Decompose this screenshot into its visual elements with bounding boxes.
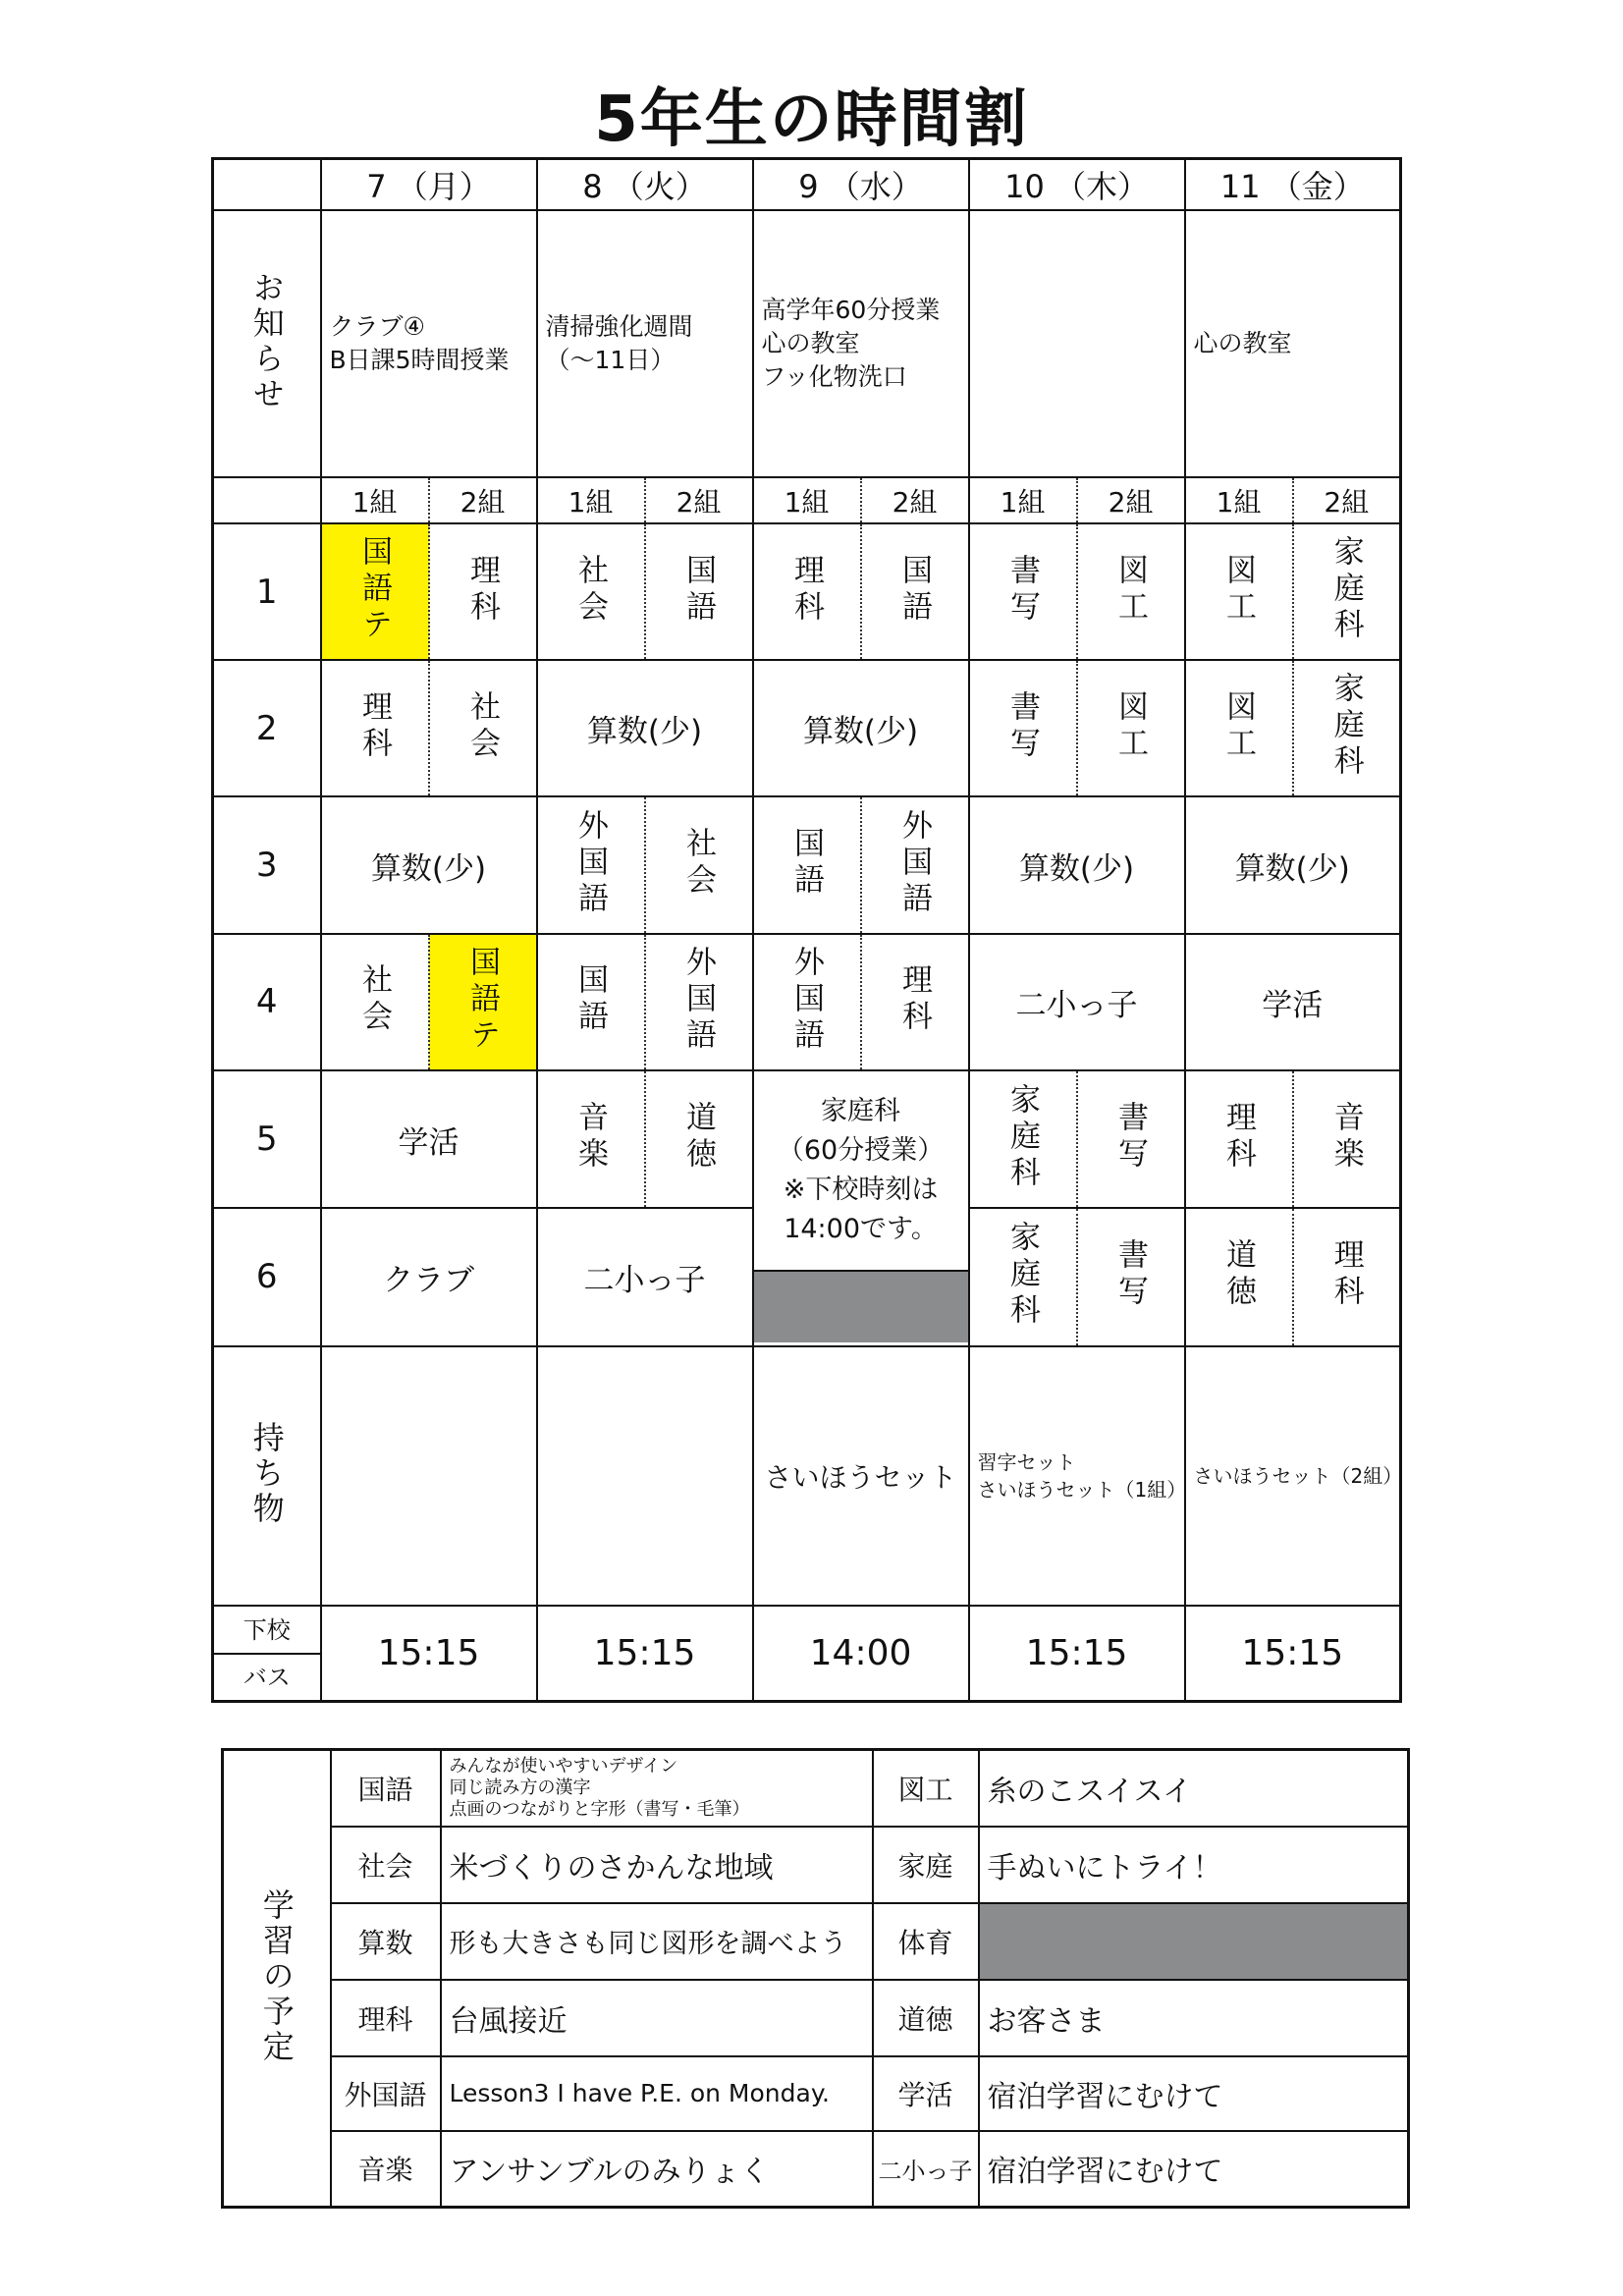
lesson-cell: 書写 <box>1077 1208 1185 1345</box>
lesson-cell: 国語テ <box>429 934 537 1070</box>
lesson-cell: 理科 <box>861 934 969 1070</box>
lesson-cell: 書写 <box>1077 1070 1185 1208</box>
lesson-cell: 算数(少) <box>1185 796 1401 933</box>
notice-mon: クラブ④ B日課5時間授業 <box>321 210 537 478</box>
lesson-cell: 国語 <box>537 934 645 1070</box>
plan-subject: 社会 <box>331 1827 441 1903</box>
lesson-cell-wed-5: 家庭科 （60分授業） ※下校時刻は 14:00です。 <box>753 1070 969 1346</box>
notice-wed: 高学年60分授業 心の教室 フッ化物洗口 <box>753 210 969 478</box>
class-header: 1組 <box>969 477 1077 522</box>
belongings-fri: さいほうセット（2組） <box>1185 1346 1401 1606</box>
page-title: 5年生の時間割 <box>594 83 1029 156</box>
day-header: 9 （水） <box>753 159 969 210</box>
lesson-cell: 理科 <box>753 523 861 660</box>
plan-content: 糸のこスイスイ <box>979 1750 1409 1827</box>
lesson-cell: 学活 <box>321 1070 537 1208</box>
class-header: 2組 <box>1293 477 1401 522</box>
lesson-cell: 道徳 <box>645 1070 753 1208</box>
plan-content: Lesson3 I have P.E. on Monday. <box>441 2056 873 2131</box>
lesson-cell: 国語 <box>753 796 861 933</box>
plan-subject: 音楽 <box>331 2131 441 2208</box>
class-header: 1組 <box>753 477 861 522</box>
period-label: 5 <box>213 1070 321 1208</box>
lesson-cell: 理科 <box>1293 1208 1401 1345</box>
class-header: 2組 <box>429 477 537 522</box>
day-header: 7 （月） <box>321 159 537 210</box>
lesson-cell: 図工 <box>1077 523 1185 660</box>
lesson-cell: 二小っ子 <box>537 1208 753 1345</box>
lesson-cell: 外国語 <box>861 796 969 933</box>
dismissal-time: 14:00 <box>753 1606 969 1701</box>
lesson-cell: 図工 <box>1185 523 1293 660</box>
belongings-wed: さいほうセット <box>753 1346 969 1606</box>
lesson-cell: 算数(少) <box>321 796 537 933</box>
lesson-cell: 書写 <box>969 660 1077 796</box>
period-label: 4 <box>213 934 321 1070</box>
plan-content: 宿泊学習にむけて <box>979 2056 1409 2131</box>
timetable <box>211 157 1402 1703</box>
plan-subject: 道徳 <box>873 1980 979 2056</box>
class-header: 2組 <box>645 477 753 522</box>
lesson-cell: 家庭科 <box>1293 523 1401 660</box>
study-plan-label: 学習の予定 <box>223 1750 331 2208</box>
plan-subject: 二小っ子 <box>873 2131 979 2208</box>
lesson-cell: 二小っ子 <box>969 934 1185 1070</box>
class-header: 1組 <box>321 477 429 522</box>
lesson-cell: 学活 <box>1185 934 1401 1070</box>
lesson-cell: 書写 <box>969 523 1077 660</box>
lesson-cell: 家庭科 <box>969 1070 1077 1208</box>
day-header: 8 （火） <box>537 159 753 210</box>
plan-subject: 体育 <box>873 1903 979 1980</box>
lesson-cell: 社会 <box>645 796 753 933</box>
corner-cell <box>213 159 321 210</box>
class-header-corner <box>213 477 321 522</box>
dismissal-time: 15:15 <box>969 1606 1185 1701</box>
day-header: 11 （金） <box>1185 159 1401 210</box>
period-label: 1 <box>213 523 321 660</box>
blocked-period <box>754 1270 968 1342</box>
class-header: 2組 <box>1077 477 1185 522</box>
plan-subject: 理科 <box>331 1980 441 2056</box>
class-header: 2組 <box>861 477 969 522</box>
period-label: 3 <box>213 796 321 933</box>
lesson-cell: 算数(少) <box>969 796 1185 933</box>
period-label: 2 <box>213 660 321 796</box>
lesson-cell: 音楽 <box>1293 1070 1401 1208</box>
plan-content: 米づくりのさかんな地域 <box>441 1827 873 1903</box>
lesson-cell: 国語テ <box>321 523 429 660</box>
day-header: 10 （木） <box>969 159 1185 210</box>
lesson-cell: 外国語 <box>537 796 645 933</box>
lesson-cell: 国語 <box>645 523 753 660</box>
belongings-tue <box>537 1346 753 1606</box>
lesson-cell: 国語 <box>861 523 969 660</box>
plan-content: 形も大きさも同じ図形を調べよう <box>441 1903 873 1980</box>
plan-subject: 学活 <box>873 2056 979 2131</box>
dismissal-time: 15:15 <box>537 1606 753 1701</box>
plan-subject: 家庭 <box>873 1827 979 1903</box>
plan-content-blocked <box>979 1903 1409 1980</box>
lesson-cell: 社会 <box>537 523 645 660</box>
plan-content: みんなが使いやすいデザイン 同じ読み方の漢字 点画のつながりと字形（書写・毛筆） <box>441 1750 873 1827</box>
plan-subject: 算数 <box>331 1903 441 1980</box>
lesson-cell: 算数(少) <box>537 660 753 796</box>
plan-content: 台風接近 <box>441 1980 873 2056</box>
notice-thu <box>969 210 1185 478</box>
lesson-cell: 家庭科 <box>1293 660 1401 796</box>
lesson-cell: 理科 <box>1185 1070 1293 1208</box>
lesson-cell: 外国語 <box>753 934 861 1070</box>
lesson-cell: 家庭科 <box>969 1208 1077 1345</box>
notices-label: お知らせ <box>213 210 321 478</box>
plan-content: 手ぬいにトライ！ <box>979 1827 1409 1903</box>
belongings-thu: 習字セット さいほうセット（1組） <box>969 1346 1185 1606</box>
study-plan-table <box>221 1748 1410 2209</box>
period-label: 6 <box>213 1208 321 1345</box>
dismissal-label: 下校 バス <box>213 1606 321 1701</box>
belongings-label: 持ち物 <box>213 1346 321 1606</box>
dismissal-time: 15:15 <box>1185 1606 1401 1701</box>
lesson-cell: 社会 <box>429 660 537 796</box>
lesson-cell: 社会 <box>321 934 429 1070</box>
lesson-cell: 道徳 <box>1185 1208 1293 1345</box>
belongings-mon <box>321 1346 537 1606</box>
lesson-cell: 算数(少) <box>753 660 969 796</box>
plan-content: 宿泊学習にむけて <box>979 2131 1409 2208</box>
plan-subject: 外国語 <box>331 2056 441 2131</box>
lesson-cell: クラブ <box>321 1208 537 1345</box>
class-header: 1組 <box>537 477 645 522</box>
notice-fri: 心の教室 <box>1185 210 1401 478</box>
lesson-cell: 理科 <box>429 523 537 660</box>
lesson-cell: 理科 <box>321 660 429 796</box>
plan-subject: 図工 <box>873 1750 979 1827</box>
plan-content: お客さま <box>979 1980 1409 2056</box>
lesson-cell: 音楽 <box>537 1070 645 1208</box>
plan-subject: 国語 <box>331 1750 441 1827</box>
dismissal-time: 15:15 <box>321 1606 537 1701</box>
lesson-cell: 外国語 <box>645 934 753 1070</box>
lesson-cell: 図工 <box>1077 660 1185 796</box>
plan-content: アンサンブルのみりょく <box>441 2131 873 2208</box>
class-header: 1組 <box>1185 477 1293 522</box>
lesson-cell: 図工 <box>1185 660 1293 796</box>
notice-tue: 清掃強化週間 （～11日） <box>537 210 753 478</box>
